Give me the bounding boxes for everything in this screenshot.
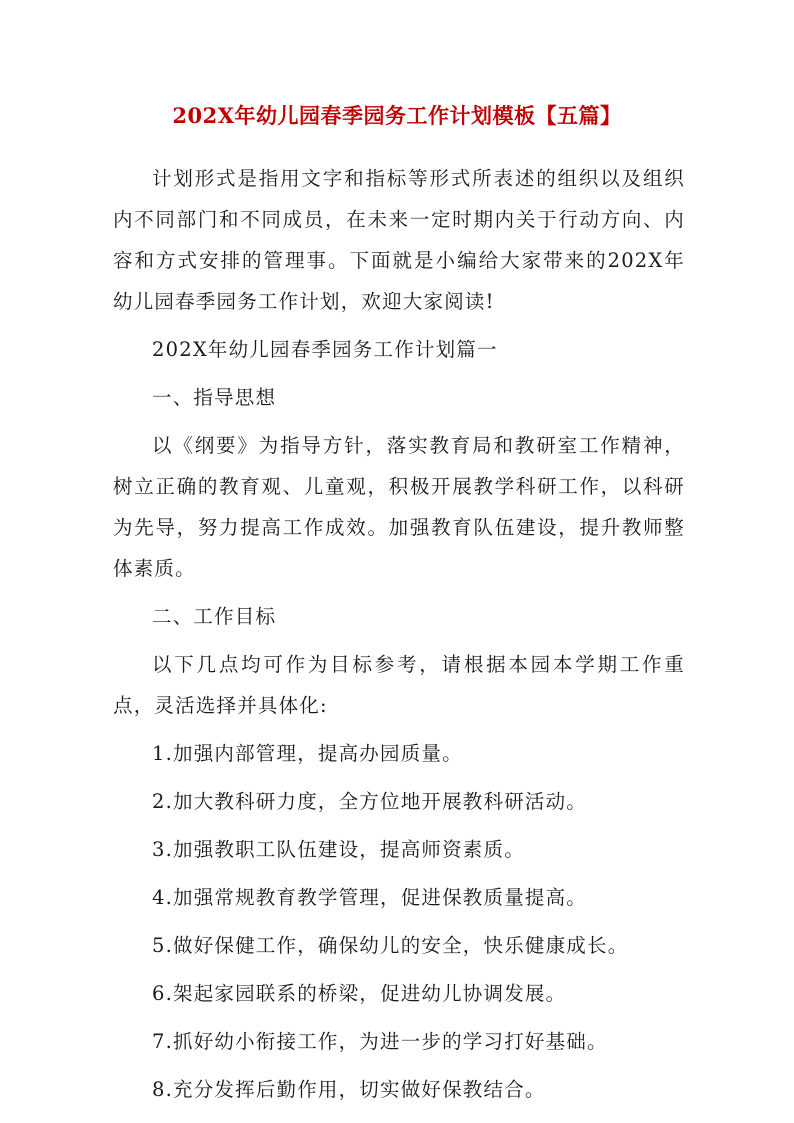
document-body — [113, 158, 685, 1110]
goal-item-6: 6.架起家园联系的桥梁，促进幼儿协调发展。 — [152, 982, 567, 1005]
goal-item-7: 7.抓好幼小衔接工作，为进一步的学习打好基础。 — [152, 1030, 608, 1053]
goal-item-8: 8.充分发挥后勤作用，切实做好保教结合。 — [152, 1078, 546, 1101]
goal-item-1: 1.加强内部管理，提高办园质量。 — [152, 742, 463, 765]
document-title: 202X年幼儿园春季园务工作计划模板【五篇】 — [172, 103, 622, 128]
goal-item-3: 3.加强教职工队伍建设，提高师资素质。 — [152, 838, 525, 861]
section-heading: 202X年幼儿园春季园务工作计划篇一 — [152, 338, 498, 361]
part1-heading: 一、指导思想 — [152, 386, 277, 409]
part1-paragraph: 以《纲要》为指导方针，落实教育局和教研室工作精神，树立正确的教育观、儿童观，积极开展教学科研工作，以科研为先导，努力提高工作成效。加强教育队伍建设，提升教师整体素质。 — [113, 434, 685, 580]
goal-item-5: 5.做好保健工作，确保幼儿的安全，快乐健康成长。 — [152, 934, 629, 957]
intro-paragraph: 计划形式是指用文字和指标等形式所表述的组织以及组织内不同部门和不同成员，在未来一定时期内关于行动方向、内容和方式安排的管理事。下面就是小编给大家带来的202X年幼儿园春季园务工作计划，欢迎大家阅读! — [113, 167, 685, 313]
part2-paragraph: 以下几点均可作为目标参考，请根据本园本学期工作重点，灵活选择并具体化: — [113, 653, 685, 717]
goal-item-4: 4.加强常规教育教学管理，促进保教质量提高。 — [152, 886, 588, 909]
part2-heading: 二、工作目标 — [152, 605, 277, 628]
goal-item-2: 2.加大教科研力度，全方位地开展教科研活动。 — [152, 790, 588, 813]
